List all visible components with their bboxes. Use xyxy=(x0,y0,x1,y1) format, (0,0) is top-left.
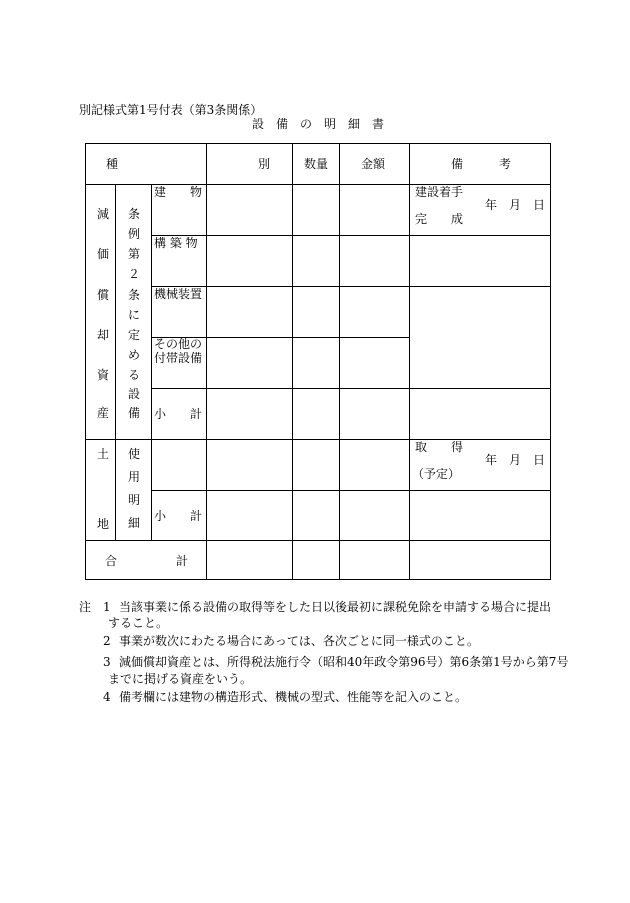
page: 別記様式第1号付表（第3条関係） 設 備 の 明 細 書 種 別 数量 金額 備 考 減 価 償 却 資 産 条 例 第 ２ 条 に 定 め る 設 備 建 物 構 築 物 機械装置 その他の 付帯設備 小 計 建設着手 年 月 日 完 成 土 地 使 用 明 細 小 計 取 得 年 月 日 （予定） 合 計 注 1 当該事業に係る設備の取得等をした日以後最初に課税免除を申請する場合に提出 すること。 2 事業が数次にわたる場合にあっては、各次ごとに同一様式のこと。 3 減価償却資産とは、所得税法施行令（昭和40年政令第96号）第6条第1号から第7号 までに掲げる資産をいう。 4 備考欄には建物の構造形式、機械の型式、性能等を記入のこと。 xyxy=(79,103,569,704)
note-number: 2 xyxy=(103,634,111,648)
remarks-completion: 完 成 xyxy=(415,212,464,226)
row-label-structures: 構 築 物 xyxy=(154,236,198,250)
row-label-machinery: 機械装置 xyxy=(154,287,203,301)
col-divider xyxy=(206,144,207,579)
row-label-other-equipment-2: 付帯設備 xyxy=(154,351,203,365)
row-divider xyxy=(151,490,550,491)
note-text: 備考欄には建物の構造形式、機械の型式、性能等を記入のこと。 xyxy=(119,690,468,704)
col-divider xyxy=(339,144,340,579)
col-header-kind-suffix: 別 xyxy=(258,157,271,171)
col-divider xyxy=(409,144,410,579)
page-title: 設 備 の 明 細 書 xyxy=(252,117,385,131)
remarks-planned: （予定） xyxy=(412,467,461,481)
note-text: までに掲げる資産をいう。 xyxy=(108,672,253,686)
note-text: 減価償却資産とは、所得税法施行令（昭和40年政令第96号）第6条第1号から第7号 xyxy=(119,655,569,669)
land-subtotal-label: 小 計 xyxy=(154,509,203,523)
note-number: 4 xyxy=(103,690,111,704)
col-divider xyxy=(292,144,293,579)
row-divider xyxy=(151,388,550,389)
remarks-date-2: 年 月 日 xyxy=(485,453,546,467)
col-divider xyxy=(151,184,152,540)
remarks-date-1: 年 月 日 xyxy=(485,198,546,212)
row-label-other-equipment: その他の xyxy=(154,337,203,351)
notes-heading: 注 xyxy=(79,600,92,614)
row-divider xyxy=(151,235,550,236)
note-number: 3 xyxy=(103,655,111,669)
col-header-remarks: 備 考 xyxy=(451,157,512,171)
note-text: 事業が数次にわたる場合にあっては、各次ごとに同一様式のこと。 xyxy=(119,634,479,648)
col-header-quantity: 数量 xyxy=(304,157,329,171)
remarks-acquisition: 取 得 xyxy=(415,440,464,454)
row-divider xyxy=(86,540,550,541)
total-label-suffix: 計 xyxy=(176,554,189,568)
total-label: 合 xyxy=(105,554,118,568)
form-id-label: 別記様式第1号付表（第3条関係） xyxy=(79,103,263,117)
note-text: すること。 xyxy=(108,616,169,630)
row-divider xyxy=(86,439,550,440)
note-text: 当該事業に係る設備の取得等をした日以後最初に課税免除を申請する場合に提出 xyxy=(119,600,552,614)
col-header-amount: 金額 xyxy=(361,157,386,171)
row-label-buildings: 建 物 xyxy=(154,185,203,199)
remarks-construction-start: 建設着手 xyxy=(415,185,464,199)
row-divider xyxy=(151,286,550,287)
col-divider xyxy=(115,184,116,540)
col-header-kind: 種 xyxy=(106,157,119,171)
note-number: 1 xyxy=(103,600,111,614)
row-label-subtotal: 小 計 xyxy=(154,407,203,421)
